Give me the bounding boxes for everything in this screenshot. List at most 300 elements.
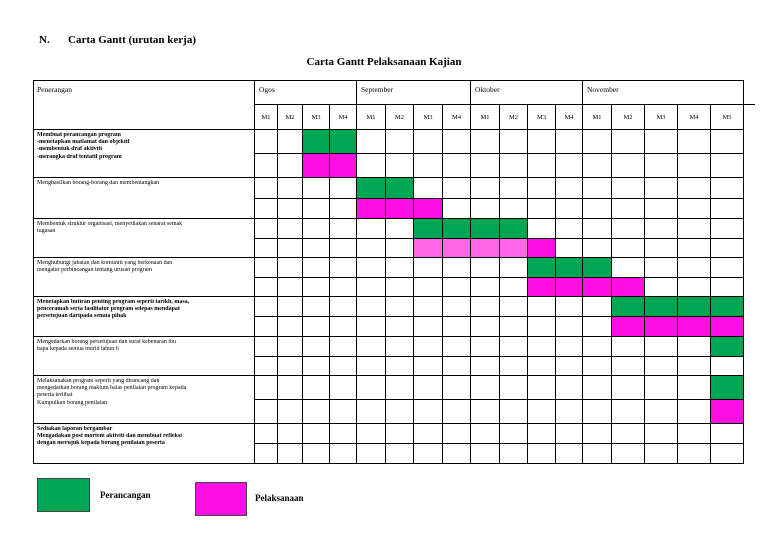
plan-cell (330, 376, 357, 400)
plan-cell (357, 376, 386, 400)
plan-cell (330, 337, 357, 357)
impl-cell (583, 400, 612, 424)
plan-cell (303, 219, 330, 239)
week-header: M1 (471, 105, 500, 130)
plan-cell (471, 376, 500, 400)
impl-cell (414, 199, 443, 219)
impl-cell (711, 444, 744, 464)
impl-cell (645, 239, 678, 258)
task-description (33, 297, 255, 337)
plan-cell (443, 424, 471, 444)
impl-cell (678, 199, 711, 219)
impl-cell (386, 154, 414, 178)
plan-cell (556, 219, 583, 239)
plan-cell (711, 337, 744, 357)
plan-cell (278, 297, 303, 317)
plan-cell (386, 376, 414, 400)
impl-cell (414, 278, 443, 297)
week-header: M2 (500, 105, 528, 130)
plan-cell (303, 376, 330, 400)
task-line: Membuat perancangan program (37, 132, 121, 138)
impl-cell (330, 239, 357, 258)
plan-cell (278, 376, 303, 400)
week-header: M1 (255, 105, 278, 130)
plan-cell (678, 258, 711, 278)
impl-cell (678, 278, 711, 297)
impl-cell (500, 400, 528, 424)
task-line: persetujuan daripada semua pihak (37, 313, 127, 320)
task-line: -membentuk draf aktiviti (37, 146, 102, 153)
plan-cell (612, 130, 645, 154)
plan-cell (678, 297, 711, 317)
impl-cell (528, 317, 556, 337)
task-line: Menghubungi jabatan dan komuniti yang berkenaan dan (37, 260, 173, 266)
plan-cell (278, 337, 303, 357)
plan-cell (612, 219, 645, 239)
impl-cell (255, 357, 278, 376)
task-line: Membentuk struktur organisasi, menyediakan senarai semak (37, 221, 183, 227)
impl-cell (645, 154, 678, 178)
task-description (33, 219, 255, 258)
impl-cell (414, 239, 443, 258)
plan-cell (645, 297, 678, 317)
plan-cell (528, 130, 556, 154)
impl-cell (711, 199, 744, 219)
impl-cell (330, 154, 357, 178)
plan-cell (645, 178, 678, 199)
task-line: mengatur perbincangan tentang urusan program (37, 267, 152, 274)
impl-cell (528, 400, 556, 424)
legend-plan-label: Perancangan (100, 490, 151, 500)
impl-cell (330, 278, 357, 297)
impl-cell (711, 357, 744, 376)
week-header: M1 (583, 105, 612, 130)
plan-cell (414, 297, 443, 317)
header-extension-line (744, 104, 755, 105)
plan-cell (500, 424, 528, 444)
impl-cell (303, 317, 330, 337)
impl-cell (612, 278, 645, 297)
month-header: Oktober (471, 80, 583, 105)
plan-cell (583, 424, 612, 444)
plan-cell (443, 219, 471, 239)
task-description (33, 178, 255, 219)
impl-cell (278, 317, 303, 337)
week-header: M4 (678, 105, 711, 130)
plan-cell (678, 219, 711, 239)
plan-cell (414, 219, 443, 239)
impl-cell (711, 278, 744, 297)
legend-plan-swatch (37, 478, 90, 512)
plan-cell (528, 297, 556, 317)
impl-cell (556, 444, 583, 464)
plan-cell (330, 297, 357, 317)
impl-cell (645, 278, 678, 297)
impl-cell (471, 444, 500, 464)
impl-cell (278, 239, 303, 258)
week-header: M3 (414, 105, 443, 130)
impl-cell (678, 317, 711, 337)
task-line: mengedarkan borang maklum balas penilaian program kepada (37, 385, 187, 392)
task-line: Kumpulkan borang penilaian (37, 399, 107, 406)
impl-cell (330, 317, 357, 337)
plan-cell (500, 376, 528, 400)
plan-cell (612, 337, 645, 357)
week-header: M3 (303, 105, 330, 130)
plan-cell (443, 178, 471, 199)
plan-cell (556, 337, 583, 357)
task-description (33, 337, 255, 376)
impl-cell (556, 357, 583, 376)
plan-cell (443, 337, 471, 357)
plan-cell (471, 337, 500, 357)
plan-cell (255, 337, 278, 357)
plan-cell (500, 219, 528, 239)
impl-cell (711, 400, 744, 424)
plan-cell (556, 297, 583, 317)
plan-cell (414, 258, 443, 278)
plan-cell (678, 130, 711, 154)
impl-cell (278, 199, 303, 219)
plan-cell (443, 130, 471, 154)
month-header: November (583, 80, 744, 105)
plan-cell (255, 130, 278, 154)
impl-cell (645, 317, 678, 337)
plan-cell (386, 130, 414, 154)
plan-cell (443, 376, 471, 400)
task-line: dengan merujuk kepada borang penilaian peserta (37, 440, 165, 447)
task-description (33, 258, 255, 297)
plan-cell (330, 178, 357, 199)
plan-cell (278, 178, 303, 199)
impl-cell (255, 199, 278, 219)
plan-cell (255, 219, 278, 239)
plan-cell (303, 297, 330, 317)
impl-cell (471, 357, 500, 376)
plan-cell (678, 178, 711, 199)
impl-cell (278, 400, 303, 424)
plan-cell (528, 178, 556, 199)
plan-cell (386, 297, 414, 317)
plan-cell (471, 297, 500, 317)
impl-cell (500, 199, 528, 219)
impl-cell (303, 444, 330, 464)
plan-cell (645, 130, 678, 154)
plan-cell (678, 376, 711, 400)
impl-cell (303, 199, 330, 219)
plan-cell (386, 219, 414, 239)
impl-cell (357, 278, 386, 297)
impl-cell (528, 357, 556, 376)
section-number: N. (39, 34, 50, 46)
plan-cell (711, 178, 744, 199)
impl-cell (528, 239, 556, 258)
header-penerangan: Penerangan (33, 80, 255, 130)
month-header: September (357, 80, 471, 105)
impl-cell (583, 444, 612, 464)
week-header: M5 (711, 105, 744, 130)
plan-cell (414, 130, 443, 154)
impl-cell (278, 444, 303, 464)
task-line: peserta terlibat (37, 392, 73, 399)
plan-cell (303, 130, 330, 154)
impl-cell (414, 400, 443, 424)
plan-cell (471, 258, 500, 278)
impl-cell (500, 154, 528, 178)
plan-cell (612, 376, 645, 400)
plan-cell (678, 337, 711, 357)
plan-cell (330, 424, 357, 444)
plan-cell (414, 337, 443, 357)
impl-cell (414, 444, 443, 464)
impl-cell (500, 317, 528, 337)
plan-cell (471, 130, 500, 154)
week-header: M3 (528, 105, 556, 130)
impl-cell (612, 199, 645, 219)
impl-cell (556, 199, 583, 219)
impl-cell (357, 444, 386, 464)
impl-cell (583, 278, 612, 297)
week-header: M4 (330, 105, 357, 130)
plan-cell (556, 376, 583, 400)
impl-cell (645, 199, 678, 219)
impl-cell (255, 239, 278, 258)
table-border-left (33, 80, 34, 464)
plan-cell (255, 178, 278, 199)
plan-cell (528, 219, 556, 239)
impl-cell (612, 154, 645, 178)
impl-cell (678, 400, 711, 424)
impl-cell (386, 400, 414, 424)
plan-cell (303, 424, 330, 444)
plan-cell (357, 178, 386, 199)
chart-title: Carta Gantt Pelaksanaan Kajian (306, 56, 462, 68)
task-line: Mengadakan post mortem aktiviti dan membuat refleksi (37, 433, 182, 440)
impl-cell (556, 400, 583, 424)
plan-cell (711, 424, 744, 444)
impl-cell (255, 154, 278, 178)
plan-cell (357, 297, 386, 317)
impl-cell (278, 154, 303, 178)
impl-cell (583, 357, 612, 376)
impl-cell (414, 154, 443, 178)
impl-cell (386, 278, 414, 297)
plan-cell (330, 258, 357, 278)
impl-cell (556, 154, 583, 178)
impl-cell (443, 357, 471, 376)
plan-cell (500, 178, 528, 199)
impl-cell (528, 154, 556, 178)
impl-cell (583, 154, 612, 178)
plan-cell (278, 258, 303, 278)
plan-cell (386, 424, 414, 444)
plan-cell (357, 258, 386, 278)
plan-cell (255, 376, 278, 400)
impl-cell (500, 444, 528, 464)
plan-cell (583, 337, 612, 357)
impl-cell (414, 357, 443, 376)
task-description (33, 424, 255, 464)
week-header: M1 (357, 105, 386, 130)
plan-cell (556, 178, 583, 199)
impl-cell (556, 278, 583, 297)
plan-cell (500, 130, 528, 154)
plan-cell (583, 297, 612, 317)
task-line: -menetapkan matlamat dan objektif (37, 139, 130, 146)
impl-cell (711, 239, 744, 258)
plan-cell (303, 337, 330, 357)
impl-cell (386, 199, 414, 219)
legend-impl-label: Pelaksanaan (255, 493, 304, 503)
plan-cell (386, 337, 414, 357)
impl-cell (612, 400, 645, 424)
impl-cell (471, 154, 500, 178)
plan-cell (414, 178, 443, 199)
plan-cell (678, 424, 711, 444)
impl-cell (255, 444, 278, 464)
impl-cell (612, 444, 645, 464)
plan-cell (528, 337, 556, 357)
week-header: M2 (612, 105, 645, 130)
plan-cell (711, 219, 744, 239)
task-line: penceramah serta fasilitator program selepas mendapat (37, 306, 180, 313)
impl-cell (471, 199, 500, 219)
plan-cell (443, 258, 471, 278)
impl-cell (443, 317, 471, 337)
impl-cell (528, 199, 556, 219)
week-header: M2 (386, 105, 414, 130)
impl-cell (255, 278, 278, 297)
impl-cell (330, 357, 357, 376)
plan-cell (711, 376, 744, 400)
plan-cell (645, 424, 678, 444)
plan-cell (583, 376, 612, 400)
impl-cell (303, 278, 330, 297)
task-line: -merangka draf tentatif program (37, 153, 122, 160)
plan-cell (556, 424, 583, 444)
impl-cell (678, 444, 711, 464)
task-description (33, 130, 255, 178)
impl-cell (678, 357, 711, 376)
impl-cell (443, 444, 471, 464)
impl-cell (278, 357, 303, 376)
impl-cell (528, 444, 556, 464)
plan-cell (386, 178, 414, 199)
impl-cell (255, 317, 278, 337)
impl-cell (471, 239, 500, 258)
task-line: bapa kepada semua murid tahun 6 (37, 346, 119, 353)
impl-cell (645, 400, 678, 424)
plan-cell (645, 376, 678, 400)
impl-cell (711, 317, 744, 337)
impl-cell (612, 357, 645, 376)
impl-cell (357, 154, 386, 178)
impl-cell (357, 357, 386, 376)
week-header: M4 (443, 105, 471, 130)
plan-cell (583, 219, 612, 239)
task-line: Menetapkan butiran penting program seperti tarikh, masa, (37, 299, 190, 305)
impl-cell (303, 357, 330, 376)
plan-cell (711, 130, 744, 154)
plan-cell (255, 424, 278, 444)
impl-cell (500, 278, 528, 297)
impl-cell (330, 199, 357, 219)
task-line: Sediakan laporan bergambar (37, 426, 113, 432)
impl-cell (414, 317, 443, 337)
impl-cell (330, 400, 357, 424)
plan-cell (357, 219, 386, 239)
plan-cell (645, 258, 678, 278)
impl-cell (556, 239, 583, 258)
legend-impl-swatch (195, 482, 247, 516)
plan-cell (645, 219, 678, 239)
plan-cell (612, 297, 645, 317)
impl-cell (443, 278, 471, 297)
impl-cell (303, 400, 330, 424)
impl-cell (612, 317, 645, 337)
impl-cell (583, 317, 612, 337)
plan-cell (500, 337, 528, 357)
week-header: M2 (278, 105, 303, 130)
plan-cell (471, 219, 500, 239)
impl-cell (386, 357, 414, 376)
impl-cell (330, 444, 357, 464)
plan-cell (583, 258, 612, 278)
impl-cell (471, 400, 500, 424)
task-line: Melaksanakan program seperti yang dirancang dan (37, 378, 160, 384)
plan-cell (528, 376, 556, 400)
plan-cell (556, 258, 583, 278)
impl-cell (443, 239, 471, 258)
plan-cell (278, 219, 303, 239)
table-border-top (33, 80, 744, 81)
plan-cell (471, 424, 500, 444)
plan-cell (255, 297, 278, 317)
plan-cell (583, 178, 612, 199)
impl-cell (357, 239, 386, 258)
impl-cell (645, 444, 678, 464)
task-description (33, 376, 255, 424)
month-header: Ogos (255, 80, 357, 105)
impl-cell (678, 239, 711, 258)
impl-cell (357, 199, 386, 219)
plan-cell (612, 258, 645, 278)
plan-cell (303, 178, 330, 199)
plan-cell (303, 258, 330, 278)
week-header: M3 (645, 105, 678, 130)
impl-cell (471, 278, 500, 297)
task-line: tugasan (37, 228, 56, 235)
plan-cell (645, 337, 678, 357)
impl-cell (500, 357, 528, 376)
impl-cell (500, 239, 528, 258)
impl-cell (711, 154, 744, 178)
plan-cell (500, 258, 528, 278)
plan-cell (357, 424, 386, 444)
impl-cell (443, 154, 471, 178)
impl-cell (528, 278, 556, 297)
plan-cell (414, 376, 443, 400)
impl-cell (583, 239, 612, 258)
impl-cell (255, 400, 278, 424)
plan-cell (711, 258, 744, 278)
impl-cell (303, 239, 330, 258)
plan-cell (357, 130, 386, 154)
plan-cell (255, 258, 278, 278)
plan-cell (500, 297, 528, 317)
plan-cell (278, 130, 303, 154)
impl-cell (443, 400, 471, 424)
